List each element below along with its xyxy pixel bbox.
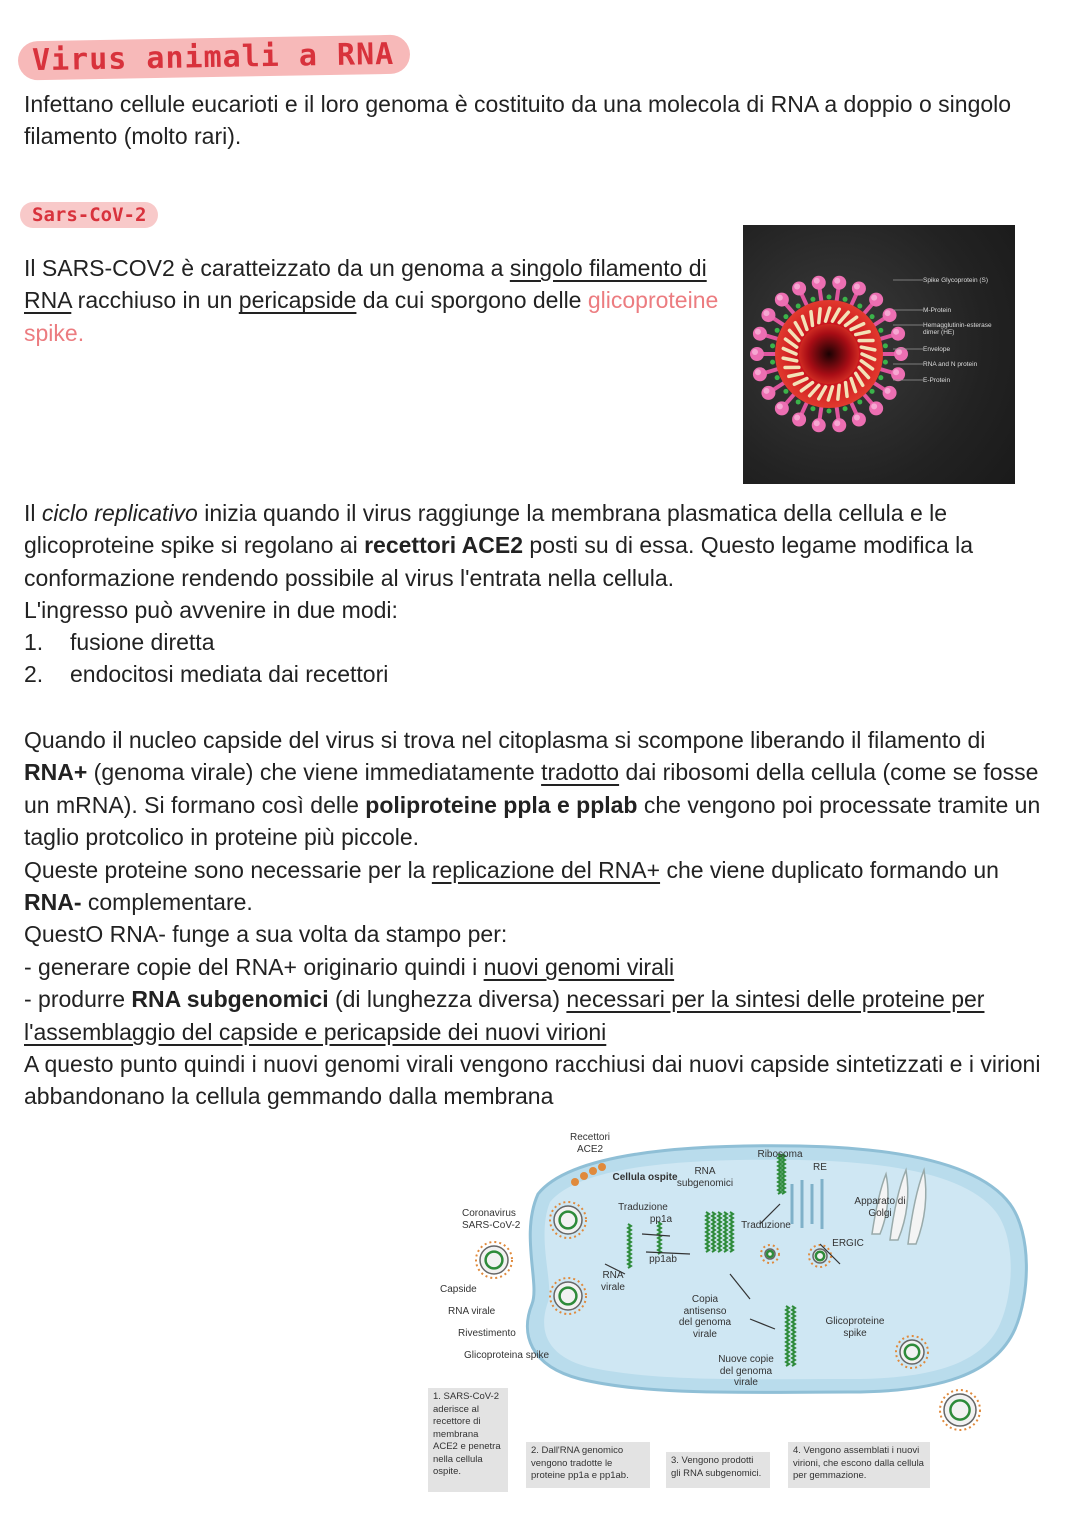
repl-text: Quando il nucleo capside del virus si trova nel citoplasma si scompone liberando il filamento di — [24, 727, 986, 753]
label-rna-virale: RNA virale — [448, 1306, 496, 1317]
step-1: 1. SARS-CoV-2 aderisce al recettore di membrana ACE2 e penetra nella cellula ospite. — [428, 1388, 508, 1492]
label-recettori: Recettori ACE2 — [569, 1132, 610, 1155]
repl-text: (di lunghezza diversa) — [328, 986, 567, 1013]
list-text: endocitosi mediata dai recettori — [70, 661, 389, 688]
title-marker — [18, 35, 411, 81]
sars-paragraph — [24, 252, 724, 349]
repl-bold: poliproteine ppla e pplab — [365, 791, 638, 818]
repl-underline: necessari per la sintesi delle proteine per l'assemblaggio del capside e pericapside dei nuovi virioni — [24, 986, 985, 1045]
label-golgi: Apparato di Golgi — [854, 1196, 906, 1219]
title-highlight — [18, 38, 410, 77]
label-traduzione-2: Traduzione — [741, 1220, 791, 1231]
ciclo-bold: recettori ACE2 — [364, 532, 524, 559]
repl-underline: nuovi genomi virali — [483, 953, 675, 980]
label-glico-spike: Glicoproteina spike — [464, 1350, 550, 1361]
repl-text: che vengono poi processate tramite un taglio protcolico in proteine più piccole. — [24, 791, 1041, 851]
sars-text-1: Il SARS-COV2 è caratteizzato da un genoma a — [24, 255, 510, 281]
section-subtitle: Sars-CoV-2 — [32, 204, 147, 226]
label-copia: Copia antisenso del genoma virale — [678, 1294, 732, 1340]
repl-text: - produrre — [24, 986, 132, 1013]
label-m-protein: M-Protein — [923, 307, 952, 314]
step-3: 3. Vengono prodotti gli RNA subgenomici. — [666, 1452, 770, 1488]
sars-underline-2: pericapside — [238, 287, 357, 314]
repl-text: complementare. — [81, 889, 253, 916]
repl-bold: RNA subgenomici — [131, 986, 329, 1013]
sars-text-2: racchiuso in un — [71, 287, 239, 314]
coronavirus-illustration — [743, 225, 1015, 484]
ciclo-text-1: Il — [24, 500, 42, 526]
ciclo-italic: ciclo replicativo — [41, 500, 198, 526]
coronavirus-graphic — [743, 225, 1015, 484]
repl-underline: replicazione del RNA+ — [431, 856, 661, 883]
repl-underline: tradotto — [541, 759, 620, 786]
step-4: 4. Vengono assemblati i nuovi virioni, che escono dalla cellula per gemmazione. — [788, 1442, 930, 1488]
repl-bold: RNA+ — [24, 759, 88, 786]
repl-text: A questo punto quindi i nuovi genomi virali vengono racchiusi dai nuovi capside sintetizzati e i virioni abbandonano la cellula gemmando dalla membrana — [24, 1051, 1041, 1110]
label-ergic: ERGIC — [832, 1238, 864, 1249]
label-he: Hemagglutinin-esterase dimer (HE) — [923, 322, 992, 336]
label-e-protein: E-Protein — [923, 377, 951, 384]
repl-text: QuestO RNA- funge a sua volta da stampo per: — [24, 921, 508, 948]
list-item — [24, 658, 388, 690]
label-envelope: Envelope — [923, 346, 951, 353]
label-cellula: Cellula ospite — [612, 1172, 678, 1183]
repl-text: che viene duplicato formando un — [660, 856, 999, 883]
ciclo-text-3: posti su di essa. Questo legame modifica la conformazione rendendo possibile al virus l'entrata nella cellula. — [24, 532, 974, 591]
list-text: fusione diretta — [70, 629, 215, 655]
label-pp1ab: pp1ab — [649, 1254, 677, 1265]
label-spike: Spike Glycoprotein (S) — [923, 277, 989, 284]
ciclo-paragraph — [24, 497, 1044, 627]
subtitle-marker — [20, 202, 158, 228]
label-rna-sub: RNA subgenomici — [676, 1166, 734, 1189]
list-item — [24, 626, 388, 658]
ciclo-text-4: L'ingresso può avvenire in due modi: — [24, 597, 398, 624]
label-capside: Capside — [440, 1284, 477, 1295]
intro-paragraph: Infettano cellule eucarioti e il loro genoma è costituito da una molecola di RNA a doppio o singolo filamento (molto rari). — [24, 91, 1012, 150]
repl-text: dai ribosomi della cellula (come se fosse un mRNA). Si formano così delle — [24, 759, 1039, 818]
sars-text-3: da cui sporgono delle — [356, 287, 588, 314]
page-title: Virus animali a RNA — [31, 36, 395, 79]
repl-bold: RNA- — [24, 889, 82, 916]
ciclo-text-2: inizia quando il virus raggiunge la membrana plasmatica della cellula e le glicoproteine spike si regolano ai — [24, 500, 948, 559]
replication-paragraph — [24, 724, 1049, 1113]
label-nuove-copie: Nuove copie del genoma virale — [718, 1354, 774, 1388]
sars-pink-text: glicoproteine spike. — [24, 287, 719, 346]
virus-core — [799, 324, 859, 384]
replication-diagram — [420, 1124, 1040, 1496]
label-traduzione-1: Traduzione — [618, 1202, 668, 1213]
repl-text: - generare copie del RNA+ originario quindi i — [24, 953, 484, 980]
list-number: 1. — [24, 629, 44, 655]
entry-list — [24, 626, 388, 691]
repl-text: Queste proteine sono necessarie per la — [24, 856, 432, 883]
label-ribosoma: Ribosoma — [757, 1149, 803, 1160]
repl-text: (genoma virale) che viene immediatamente — [87, 759, 542, 786]
label-pp1a: pp1a — [649, 1214, 673, 1225]
list-number: 2. — [24, 661, 44, 688]
subtitle-highlight — [20, 202, 158, 228]
label-rna-virale-in: RNA virale — [601, 1270, 625, 1293]
label-glico-spike-2: Glicoproteine spike — [825, 1316, 885, 1339]
label-rna-n: RNA and N protein — [923, 361, 978, 368]
label-re: RE — [813, 1162, 827, 1173]
step-2: 2. Dall'RNA genomico vengono tradotte le proteine pp1a e pp1ab. — [526, 1442, 650, 1488]
label-coronavirus: Coronavirus SARS-CoV-2 — [462, 1208, 521, 1231]
sars-underline-1: singolo filamento di RNA — [24, 255, 707, 314]
label-rivestimento: Rivestimento — [458, 1328, 516, 1339]
